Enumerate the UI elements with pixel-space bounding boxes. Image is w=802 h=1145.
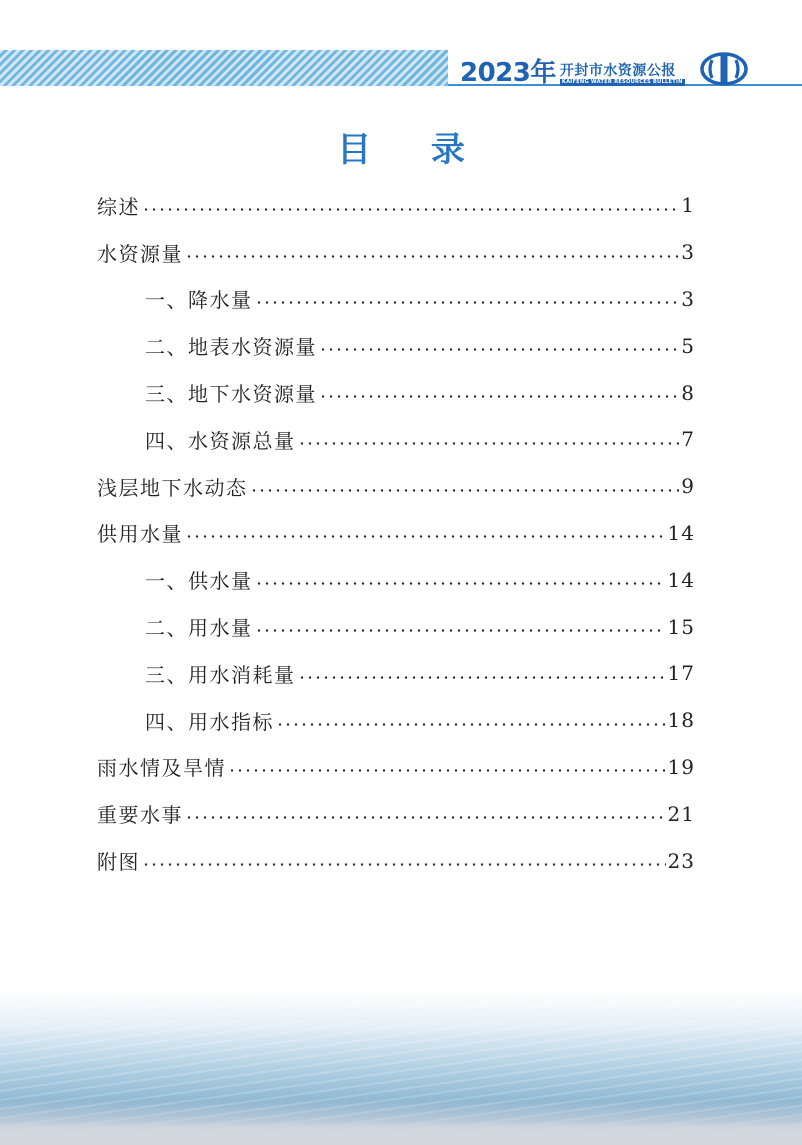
toc-entry (97, 416, 695, 463)
toc-dot-leader (319, 348, 679, 351)
toc-dot-leader (276, 723, 666, 726)
toc-entry-label: 重要水事 (97, 803, 183, 828)
toc-dot-leader (228, 769, 666, 772)
toc-entry (97, 837, 695, 884)
toc-entry-page: 9 (681, 474, 695, 499)
page-bottom-edge (0, 1100, 802, 1145)
toc-dot-leader (298, 676, 666, 679)
toc-dot-leader (255, 629, 666, 632)
toc-entry-page: 1 (681, 193, 695, 218)
toc-entry (97, 229, 695, 276)
report-name-en: KAIFENG WATER RESOURCES BULLETIN (561, 79, 683, 85)
toc-dot-leader (142, 863, 666, 866)
toc-entry-page: 14 (667, 520, 695, 545)
toc-dot-leader (255, 301, 680, 304)
toc-entry-label: 附图 (97, 850, 140, 875)
toc-entry-label: 综述 (97, 194, 140, 219)
toc-entry (97, 744, 695, 791)
toc-dot-leader (142, 208, 679, 211)
toc-dot-leader (255, 582, 666, 585)
toc-entry (97, 650, 695, 697)
toc-dot-leader (250, 489, 680, 492)
toc-entry-label: 浅层地下水动态 (97, 475, 248, 500)
toc-entry-page: 14 (667, 567, 695, 592)
header-stripe-band (0, 50, 448, 86)
toc-entry-page: 19 (667, 754, 695, 779)
toc-entry-label: 二、地表水资源量 (145, 335, 317, 360)
toc-entry-page: 5 (681, 333, 695, 358)
toc-dot-leader (185, 255, 679, 258)
toc-entry-page: 3 (681, 286, 695, 311)
toc-entry-page: 18 (667, 708, 695, 733)
toc-dot-leader (298, 442, 680, 445)
toc-entry-label: 四、水资源总量 (145, 428, 296, 453)
page-title: 目 录 (337, 130, 489, 170)
toc-entry (97, 322, 695, 369)
toc-entry-page: 23 (667, 848, 695, 873)
toc-entry-page: 17 (667, 661, 695, 686)
toc-entry (97, 182, 695, 229)
toc-entry-label: 二、用水量 (145, 616, 253, 641)
report-name-block (560, 63, 685, 86)
toc-dot-leader (185, 535, 666, 538)
toc-entry-page: 7 (681, 427, 695, 452)
toc-entry-label: 三、用水消耗量 (145, 662, 296, 687)
toc-entry-label: 供用水量 (97, 522, 183, 547)
toc-entry (97, 510, 695, 557)
report-year: 2023年 (460, 58, 556, 88)
toc-entry-label: 水资源量 (97, 241, 183, 266)
toc-dot-leader (185, 816, 666, 819)
toc-entry (97, 556, 695, 603)
toc-dot-leader (319, 395, 679, 398)
toc-entry (97, 697, 695, 744)
toc-entry-label: 三、地下水资源量 (145, 382, 317, 407)
toc-entry-label: 雨水情及旱情 (97, 756, 226, 781)
toc-entry-page: 21 (667, 801, 695, 826)
toc-entry-label: 一、降水量 (145, 288, 253, 313)
toc-entry-page: 8 (681, 380, 695, 405)
toc-entry (97, 369, 695, 416)
report-name-cn: 开封市水资源公报 (559, 63, 676, 79)
toc-entry-label: 四、用水指标 (145, 709, 274, 734)
water-bureau-logo-icon (700, 52, 748, 86)
toc-entry-page: 3 (681, 240, 695, 265)
report-header (460, 54, 685, 88)
toc-entry (97, 276, 695, 323)
toc-entry (97, 603, 695, 650)
toc-entry (97, 790, 695, 837)
table-of-contents (97, 182, 695, 884)
toc-entry-label: 一、供水量 (145, 569, 253, 594)
toc-entry-page: 15 (667, 614, 695, 639)
toc-entry (97, 463, 695, 510)
